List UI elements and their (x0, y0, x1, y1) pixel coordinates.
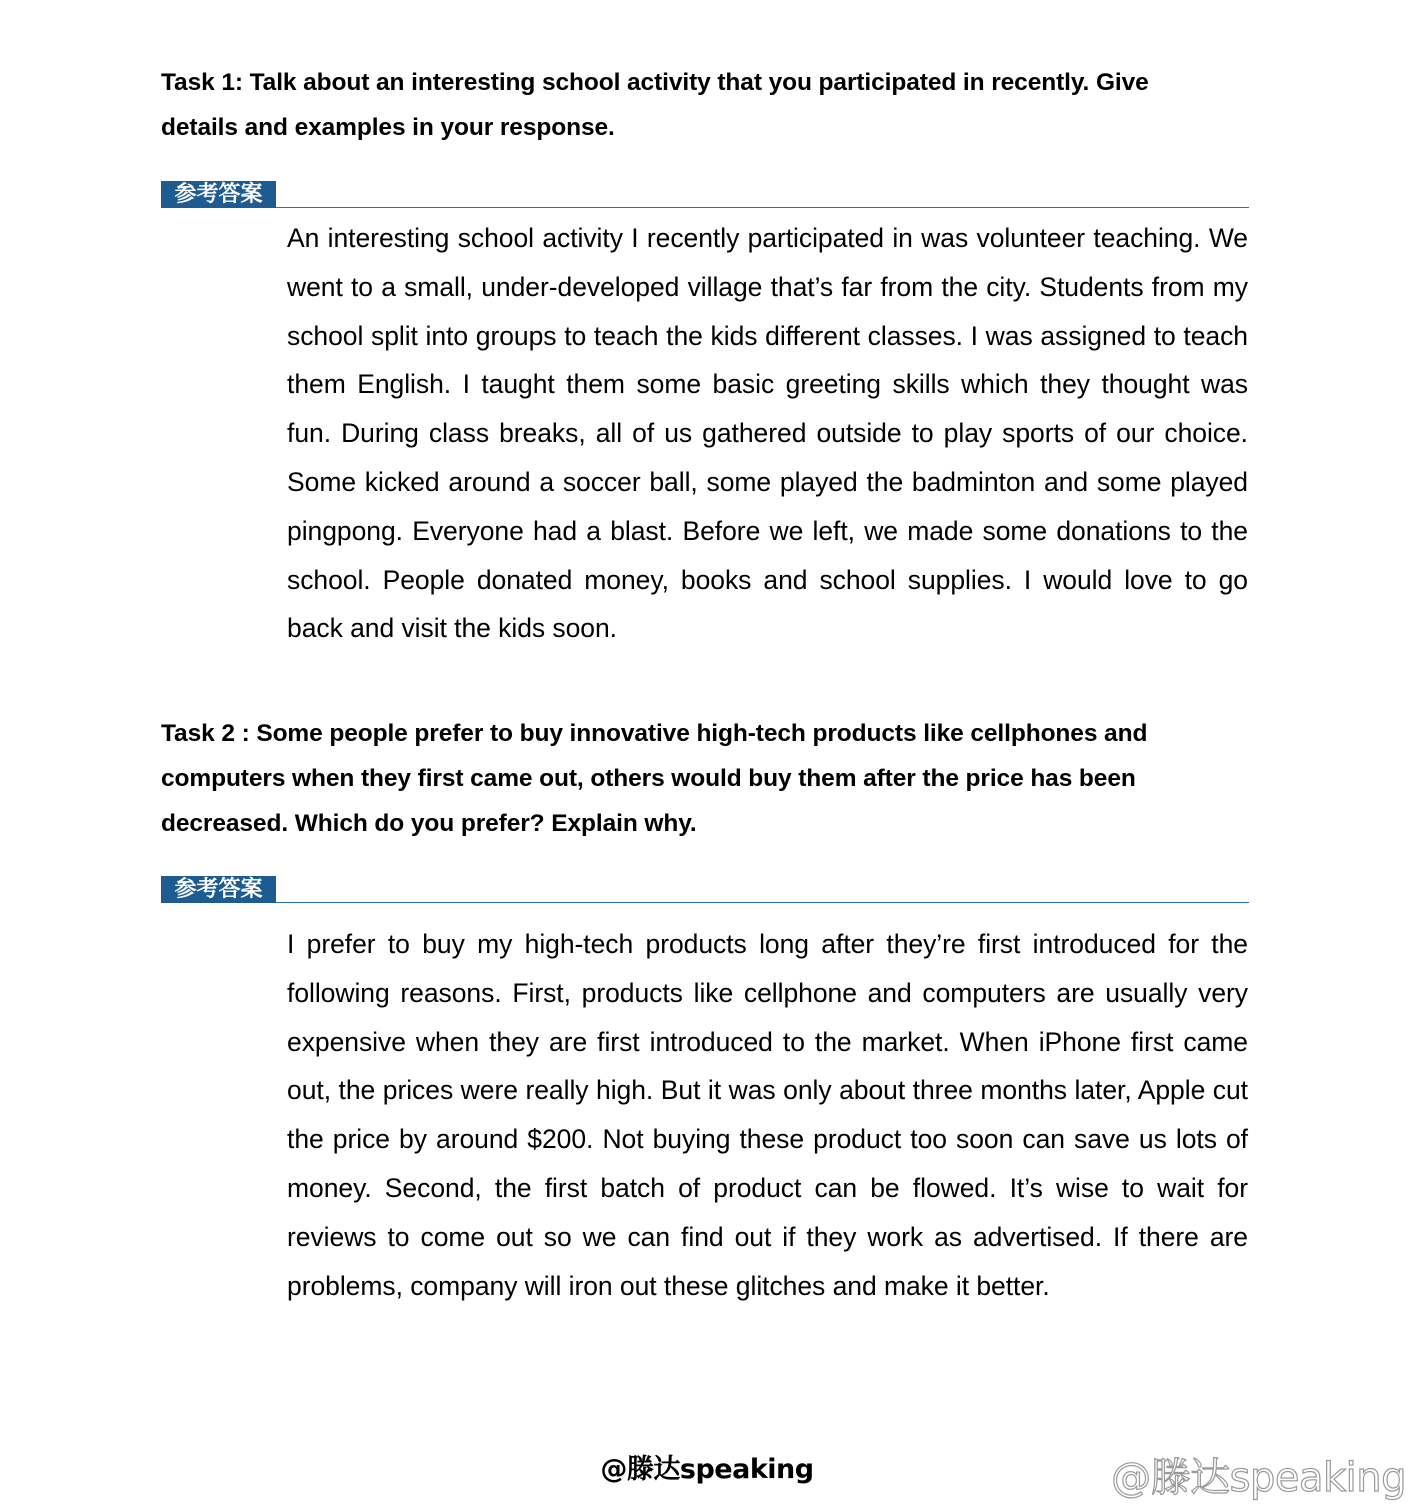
task1-answer-header (161, 181, 1249, 209)
task2-question: Task 2 : Some people prefer to buy innovative high-tech products like cellphones and computers when they first came out, others would buy them after the price has been decreased. Which do you prefer? Explain why. (161, 720, 1148, 837)
task1-answer-label: 参考答案 (161, 181, 276, 208)
task1-answer-rule (276, 207, 1249, 208)
footer-credit: @滕达speaking (600, 1454, 814, 1485)
task1-question: Task 1: Talk about an interesting school activity that you participated in recently. Give details and examples in your response. (161, 69, 1149, 141)
task2-answer-header (161, 876, 1249, 904)
task2-answer: I prefer to buy my high-tech products long after they’re first introduced for the following reasons. First, products like cellphone and computers are usually very expensive when they are first introduced to the market. When iPhone first came out, the prices were really high. But it was only about three months later, Apple cut the price by around $200. Not buying these product too soon can save us lots of money. Second, the first batch of product can be flowed. It’s wise to wait for reviews to come out so we can find out if they work as advertised. If there are problems, company will iron out these glitches and make it better. (287, 929, 1248, 1301)
watermark: @滕达speaking (1111, 1455, 1406, 1501)
task1-answer: An interesting school activity I recently participated in was volunteer teaching. We went to a small, under-developed village that’s far from the city. Students from my school split into groups to teach the kids different classes. I was assigned to teach them English. I taught them some basic greeting skills which they thought was fun. During class breaks, all of us gathered outside to play sports of our choice. Some kicked around a soccer ball, some played the badminton and some played pingpong. Everyone had a blast. Before we left, we made some donations to the school. People donated money, books and school supplies. I would love to go back and visit the kids soon. (287, 223, 1248, 644)
task2-answer-rule (276, 902, 1249, 903)
task2-answer-label: 参考答案 (161, 876, 276, 903)
